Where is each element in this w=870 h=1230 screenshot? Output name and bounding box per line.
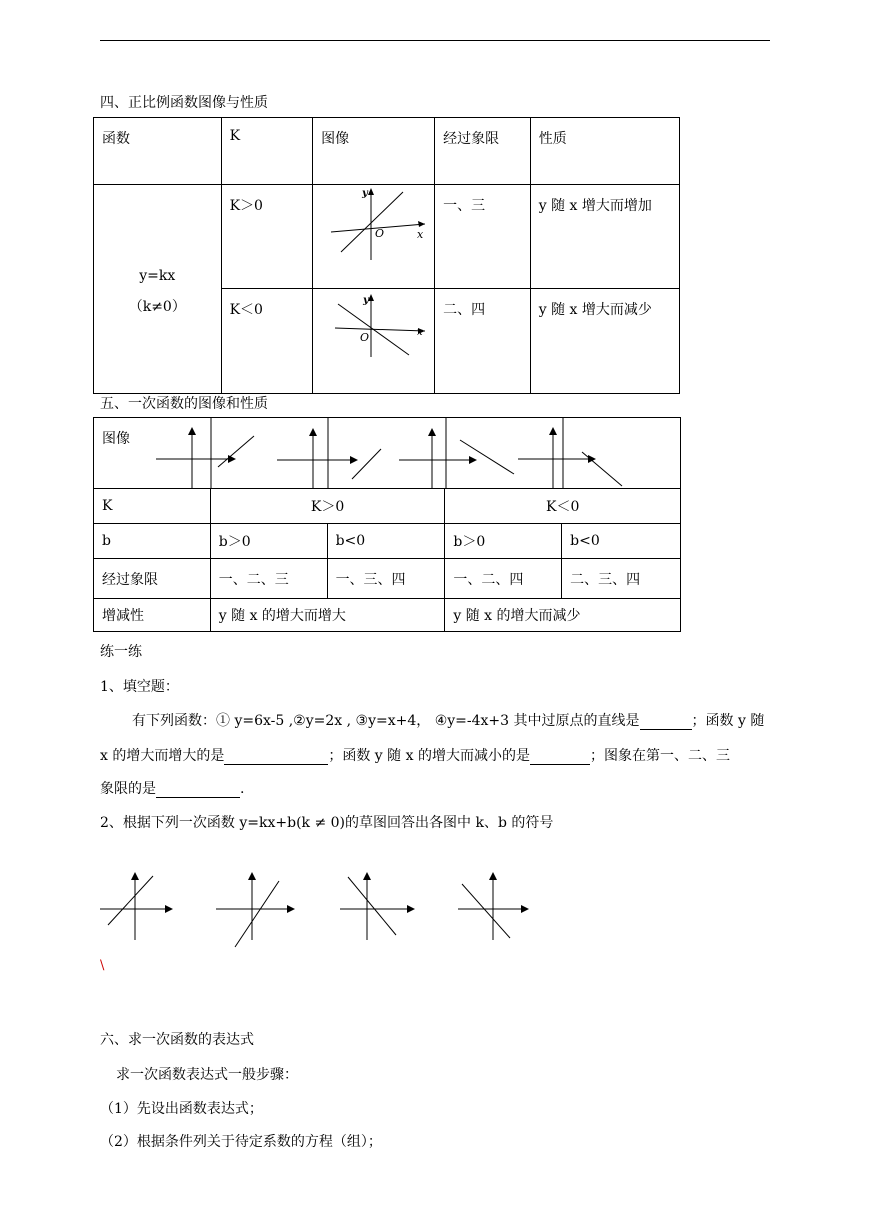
q3-text-b: . [240,781,245,797]
x-axis-arrow [287,905,295,913]
function-line [235,881,279,947]
y-axis-arrow [368,188,374,195]
b-value-3: b＞0 [445,524,562,559]
question-2-title: 2、根据下列一次函数 y=kx+b(k ≠ 0)的草图回答出各图中 k、b 的符号 [100,815,554,831]
x-axis-arrow [350,456,358,464]
q2-text-a: x 的增大而增大的是 [100,748,225,764]
sketch-2 [216,872,295,947]
question-1-line-1 [132,710,764,730]
function-cell [94,185,222,394]
graph-k-neg-b-pos [399,428,514,488]
y-axis-arrow [363,872,371,880]
quadrants-k-negative: 二、四 [435,289,531,394]
header-graph: 图像 [313,118,435,185]
section4-title: 四、正比例函数图像与性质 [100,95,268,111]
y-axis-arrow [368,294,374,301]
function-line [582,452,622,486]
property-k-positive: y 随 x 增大而增加 [530,185,679,289]
y-label: y [362,188,368,199]
graph-k-neg-b-neg [518,427,622,488]
y-axis-arrow [248,872,256,880]
quadrants-3: 一、二、四 [445,559,562,599]
y-axis-arrow [309,428,317,436]
linear-function-table [93,417,681,632]
x-axis-arrow [588,455,596,463]
graph-k-positive-svg [313,185,434,284]
function-line [341,192,403,252]
quadrants-2: 一、三、四 [327,559,445,599]
graph-k-positive [313,185,435,289]
q2-text-c: ；图象在第一、二、三 [589,748,730,764]
sketch-4 [458,872,529,940]
y-label: y [363,295,369,306]
k-positive: K＞0 [221,185,313,289]
x-axis-arrow [407,905,415,913]
function-line [108,876,153,925]
question-1-line-2 [100,745,730,765]
x-axis-arrow [165,905,173,913]
answer-blank-decreasing[interactable] [530,764,590,765]
monotonicity-label: 增减性 [94,599,211,632]
function-formula: y=kx [139,268,176,284]
header-function: 函数 [94,118,222,185]
x-axis-arrow [418,221,425,227]
header-rule [100,40,770,41]
graph-row-label: 图像 [102,431,130,447]
answer-blank-increasing[interactable] [224,764,328,765]
graph-k-pos-b-pos [156,427,254,488]
quadrants-4: 二、三、四 [562,559,681,599]
practice-title: 练一练 [100,644,142,660]
k-positive-span: K＞0 [210,489,445,524]
b-value-1: b＞0 [210,524,327,559]
graph-k-pos-b-neg [277,428,381,488]
origin-label: O [360,331,370,344]
question-1-line-3 [100,778,244,798]
monotonicity-decreasing: y 随 x 的增大而减少 [445,599,681,632]
section6-title: 六、求一次函数的表达式 [100,1032,254,1048]
proportional-function-table [93,117,680,394]
origin-label: O [375,227,385,240]
x-label: x [417,228,424,241]
y-axis-arrow [428,428,436,436]
answer-blank-quadrants[interactable] [156,797,240,798]
quadrants-1: 一、二、三 [210,559,327,599]
section5-title: 五、一次函数的图像和性质 [100,396,268,412]
function-line [338,304,409,355]
q1-text-a: 有下列函数：① y=6x-5 ,②y=2x , ③y=x+4， ④y=-4x+3 其中过原点的直线是 [132,713,640,729]
b-value-4: b<0 [562,524,681,559]
function-line [218,436,254,467]
k-negative-span: K＜0 [445,489,681,524]
section6-step-1: （1）先设出函数表达式； [100,1101,263,1117]
k-negative: K＜0 [221,289,313,394]
question-2-graphs [96,868,536,952]
graph-row-svg [94,418,682,489]
b-value-2: b<0 [327,524,445,559]
function-line [460,440,514,474]
function-condition: （k≠0） [128,299,186,315]
graph-k-negative [313,289,435,394]
q1-text-b: ；函数 y 随 [691,713,765,729]
function-line [348,877,396,935]
answer-blank-origin[interactable] [640,729,692,730]
function-line [352,449,381,479]
x-axis [335,328,425,331]
y-axis-arrow [131,872,139,880]
stray-mark: \ [100,958,105,973]
header-quadrants: 经过象限 [435,118,531,185]
b-label: b [94,524,211,559]
function-line [462,884,510,938]
x-axis-arrow [228,455,236,463]
quadrants-label: 经过象限 [94,559,211,599]
y-axis-arrow [549,427,557,435]
x-label: x [417,327,423,338]
sketch-3 [340,872,415,940]
k-label: K [94,489,211,524]
header-property: 性质 [530,118,679,185]
y-axis-arrow [489,872,497,880]
graph-row [94,418,681,489]
section6-intro: 求一次函数表达式一般步骤： [116,1067,298,1083]
y-axis-arrow [188,427,196,435]
property-k-negative: y 随 x 增大而减少 [530,289,679,394]
section6-step-2: （2）根据条件列关于待定系数的方程（组）； [100,1134,382,1150]
sketch-1 [100,872,173,940]
q2-text-b: ；函数 y 随 x 的增大而减小的是 [328,748,530,764]
header-k: K [221,118,313,185]
quadrants-k-positive: 一、三 [435,185,531,289]
monotonicity-increasing: y 随 x 的增大而增大 [210,599,445,632]
q3-text-a: 象限的是 [100,781,156,797]
x-axis-arrow [521,905,529,913]
x-axis-arrow [469,456,477,464]
graph-k-negative-svg [313,289,434,389]
question-1-title: 1、填空题： [100,679,179,695]
